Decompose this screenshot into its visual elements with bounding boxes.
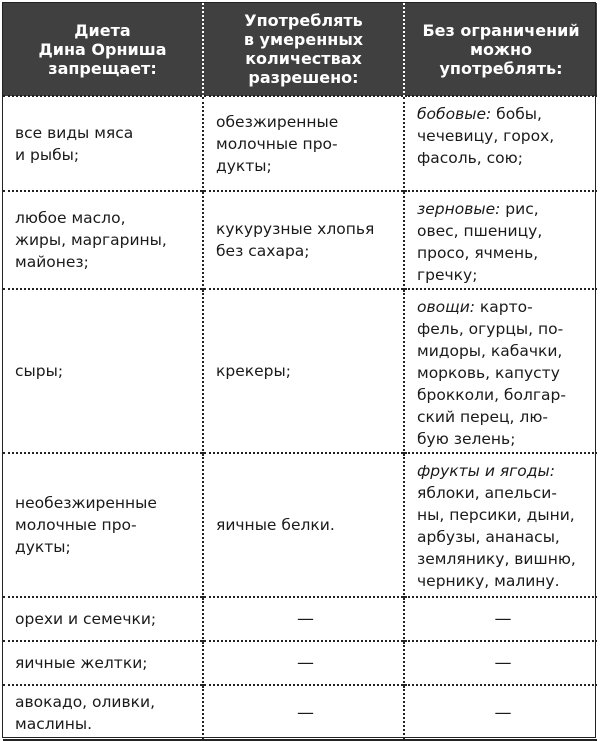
- table-row: [3, 685, 597, 740]
- table-row: [3, 597, 597, 641]
- header-moderate-text: Употреблять в умеренных количествах разрешено:: [243, 11, 364, 87]
- header-unlimited-text: Без ограничений можно употреблять:: [422, 20, 580, 78]
- table-row: [3, 641, 597, 685]
- header-row: [3, 3, 597, 96]
- table-row: [3, 453, 597, 597]
- cell-unlimited: [404, 289, 597, 453]
- cell-forbidden: любое масло, жиры, маргарины, майонез;: [3, 191, 203, 289]
- cell-moderate-dash: —: [203, 685, 404, 740]
- header-forbidden-text: Диета Дина Орниша запрещает:: [38, 20, 167, 78]
- cell-unlimited-dash: —: [404, 641, 597, 685]
- cell-unlimited: [404, 453, 597, 597]
- category-items: бобы, чечевицу, горох, фасоль, сою;: [417, 105, 555, 167]
- table-row: [3, 96, 597, 191]
- category-label: овощи:: [417, 298, 475, 316]
- cell-forbidden: авокадо, оливки, маслины.: [3, 685, 203, 740]
- cell-moderate: кукурузные хлопья без сахара;: [203, 191, 404, 289]
- cell-moderate-dash: —: [203, 641, 404, 685]
- cell-forbidden: орехи и семечки;: [3, 597, 203, 641]
- cell-forbidden: необезжиренные молочные про- дукты;: [3, 453, 203, 597]
- diet-table: [3, 3, 597, 741]
- header-unlimited: [404, 3, 597, 96]
- category-label: бобовые:: [417, 105, 492, 123]
- table-row: [3, 289, 597, 453]
- cell-unlimited: [404, 96, 597, 191]
- category-label: фрукты и ягоды:: [417, 462, 555, 480]
- cell-forbidden: все виды мяса и рыбы;: [3, 96, 203, 191]
- category-items: яблоки, апельси- ны, персики, дыни, арбузы, ананасы, землянику, вишню, чернику, малину.: [417, 484, 576, 590]
- cell-forbidden: сыры;: [3, 289, 203, 453]
- table-header: [3, 3, 597, 96]
- cell-forbidden: яичные желтки;: [3, 641, 203, 685]
- cell-unlimited: [404, 191, 597, 289]
- table-row: [3, 191, 597, 289]
- cell-moderate: яичные белки.: [203, 453, 404, 597]
- cell-unlimited-dash: —: [404, 597, 597, 641]
- category-items: рис, овес, пшеницу, просо, ячмень, гречку;: [417, 200, 543, 284]
- cell-moderate: крекеры;: [203, 289, 404, 453]
- cell-moderate: обезжиренные молочные про- дукты;: [203, 96, 404, 191]
- header-moderate: [203, 3, 404, 96]
- category-items: карто- фель, огурцы, по- мидоры, кабачки, морковь, капусту брокколи, болгар- ский перец, лю- бую зелень;: [417, 298, 566, 448]
- category-label: зерновые:: [417, 200, 501, 218]
- cell-unlimited-dash: —: [404, 685, 597, 740]
- cell-moderate-dash: —: [203, 597, 404, 641]
- header-forbidden: [3, 3, 203, 96]
